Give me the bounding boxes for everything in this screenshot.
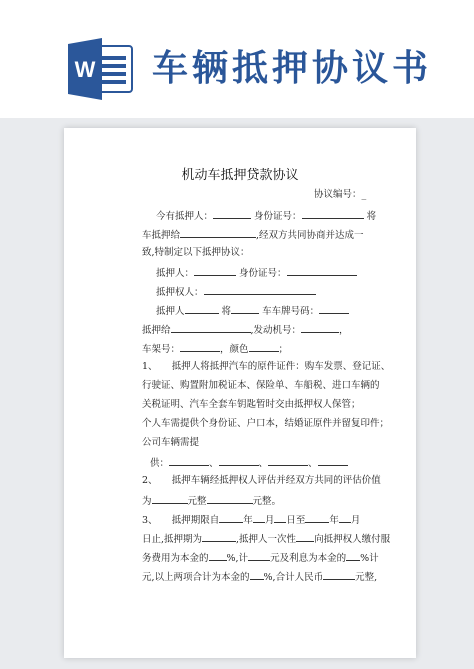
blank (274, 512, 286, 523)
line-12: 个人车需提供个身份证、户口本，结婚证原件并留复印件； (142, 418, 390, 429)
blank (339, 512, 351, 523)
blank (287, 265, 357, 276)
blank (319, 303, 349, 314)
text: %,计 (226, 553, 249, 564)
line-20 (142, 569, 377, 585)
blank (253, 512, 265, 523)
text: 抵押人 (156, 306, 185, 317)
blank (318, 455, 348, 466)
blank (169, 455, 209, 466)
text: 身份证号： (254, 211, 302, 222)
text: 月 (350, 515, 361, 526)
word-icon (68, 38, 134, 100)
blank (180, 341, 220, 352)
text: 务费用为本金的 (142, 553, 209, 564)
text: ，颜色 (220, 344, 249, 355)
line-1 (156, 208, 376, 224)
blank (204, 284, 316, 295)
text: 抵押人： (156, 268, 195, 279)
text: 将 (366, 211, 377, 222)
blank (180, 227, 256, 238)
text: 车架号： (142, 344, 181, 355)
blank (305, 512, 329, 523)
text: 日止,抵押期为 (142, 534, 203, 545)
blank (185, 303, 219, 314)
line-6 (156, 303, 349, 319)
line-10: 行驶证、购置附加税证本、保险单、车船税、进口车辆的 (142, 380, 380, 391)
text: 将 (221, 306, 232, 317)
line-8 (142, 341, 288, 357)
line-4 (156, 265, 357, 281)
blank (301, 322, 339, 333)
text: 元整 (187, 496, 207, 507)
text: 元,以上两项合计为本金的 (142, 572, 250, 583)
text: 月 (264, 515, 275, 526)
text: 元及利息为本金的 (270, 553, 347, 564)
blank (231, 303, 259, 314)
blank (152, 493, 188, 504)
text: 车抵押给 (142, 230, 181, 241)
line-11: 关税证明、汽车全套车钥匙暂时交由抵押权人保管； (142, 399, 361, 410)
blank (296, 531, 314, 542)
blank (209, 550, 227, 561)
text: 元整, (355, 572, 378, 583)
agreement-number: 协议编号：_ (314, 189, 367, 200)
blank (248, 550, 270, 561)
text: 抵押权人： (156, 287, 204, 298)
blank (323, 569, 355, 580)
blank (249, 341, 279, 352)
blank (346, 550, 360, 561)
text: 3、 抵押期限自 (142, 515, 220, 526)
text: 、 (308, 458, 318, 469)
text: 为 (142, 496, 152, 507)
blank (213, 208, 251, 219)
text: 身份证号： (239, 268, 287, 279)
text: %计 (360, 553, 379, 564)
text: 今有抵押人： (156, 211, 214, 222)
text: ,发动机号： (250, 325, 302, 336)
blank (219, 512, 243, 523)
text: 日至 (286, 515, 306, 526)
text: 、 (258, 458, 269, 469)
text: 供： (150, 458, 170, 469)
text: 元整。 (252, 496, 282, 507)
blank (250, 569, 264, 580)
text: %,合计人民币 (263, 572, 324, 583)
word-logo-letter: W (74, 57, 96, 82)
text: ； (278, 344, 289, 355)
text: 年 (243, 515, 253, 526)
blank (302, 208, 364, 219)
text: 抵押给 (142, 325, 171, 336)
blank (207, 493, 253, 504)
text: ,经双方共同协商并达成一 (256, 230, 364, 241)
blank (268, 455, 308, 466)
line-18 (142, 531, 390, 547)
line-3: 致,特制定以下抵押协议： (142, 247, 250, 258)
text: 、 (209, 458, 219, 469)
document-page (64, 128, 416, 658)
line-14 (150, 455, 348, 471)
text: ,抵押人一次性 (236, 534, 297, 545)
line-9: 1、 抵押人将抵押汽车的原件证件：购车发票、登记证、 (142, 361, 391, 372)
line-15: 2、 抵押车辆经抵押权人评估并经双方共同的评估价值 (142, 475, 381, 486)
line-16 (142, 493, 281, 509)
blank (171, 322, 251, 333)
line-13: 公司车辆需提 (142, 437, 200, 448)
blank (194, 265, 236, 276)
text: 年 (329, 515, 339, 526)
line-2 (142, 227, 364, 243)
line-17 (142, 512, 360, 528)
blank (202, 531, 236, 542)
text: 向抵押权人缴付服 (314, 534, 391, 545)
text: 车车牌号码： (262, 306, 320, 317)
document-title: 机动车抵押贷款协议 (181, 168, 299, 183)
line-7 (142, 322, 349, 338)
text: ， (339, 325, 349, 336)
line-19 (142, 550, 379, 566)
blank (219, 455, 259, 466)
line-5 (156, 284, 316, 300)
banner (0, 0, 474, 118)
banner-title: 车辆抵押协议书 (152, 48, 433, 89)
